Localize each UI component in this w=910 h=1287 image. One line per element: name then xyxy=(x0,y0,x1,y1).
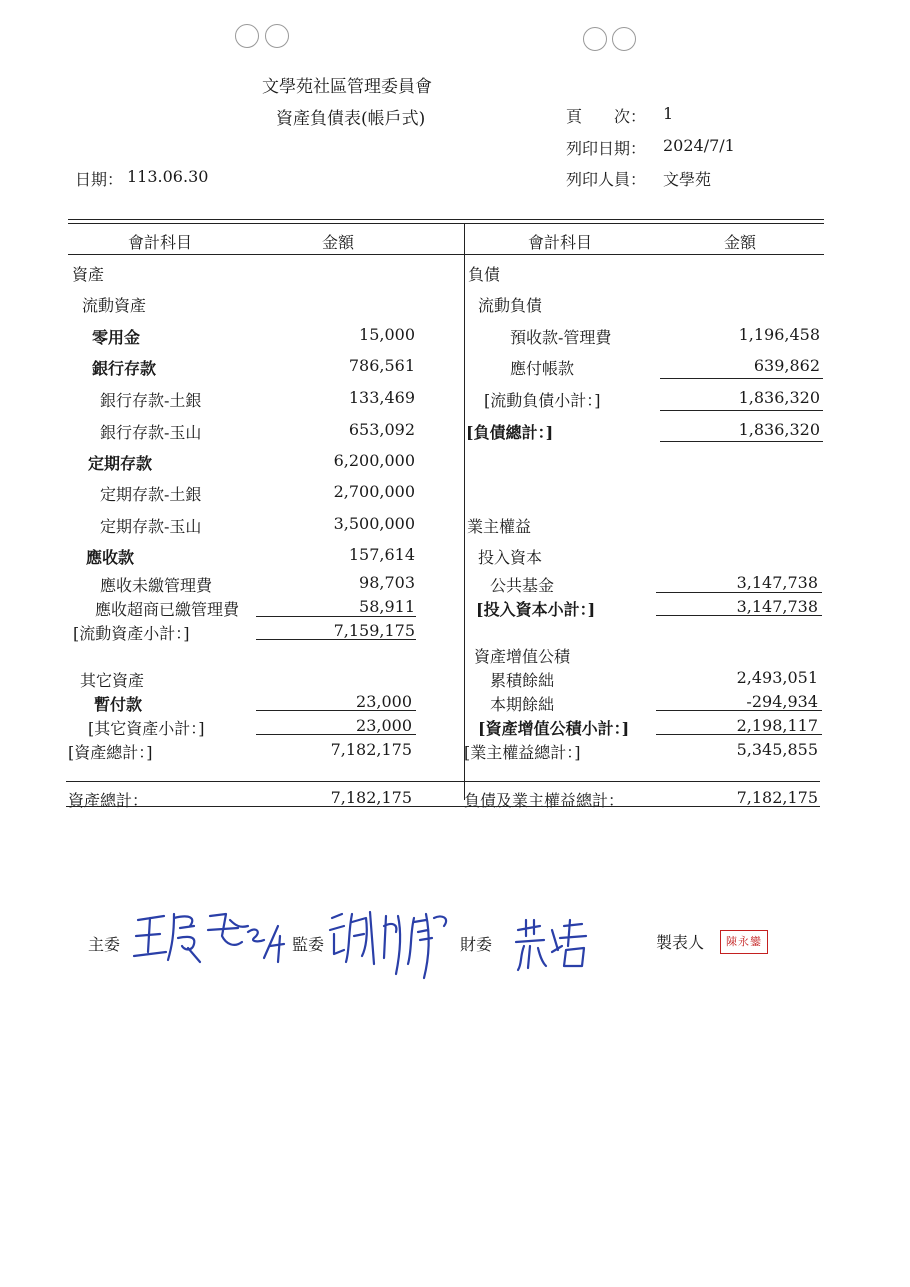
subtotal-rule xyxy=(256,639,416,640)
account-amount: 157,614 xyxy=(348,545,415,564)
subtotal-rule xyxy=(256,710,416,711)
subtotal-amount: 23,000 xyxy=(356,716,412,735)
subtotal-label: [流動資產小計：] xyxy=(73,624,190,643)
column-header-account: 會計科目 xyxy=(528,233,593,252)
account-label: 其它資產 xyxy=(80,671,145,690)
total-label: [負債總計：] xyxy=(466,423,554,442)
supervisor-label: 監委 xyxy=(292,935,325,954)
column-divider xyxy=(464,223,465,800)
account-label: 累積餘絀 xyxy=(490,671,555,690)
account-amount: 2,493,051 xyxy=(736,668,818,687)
preparer-label: 製表人 xyxy=(656,933,705,952)
account-amount: 2,700,000 xyxy=(333,482,415,501)
account-label: 資產 xyxy=(72,265,105,284)
account-label: 投入資本 xyxy=(478,548,543,567)
account-label: 應付帳款 xyxy=(510,359,575,378)
account-amount: 133,469 xyxy=(348,388,415,407)
total-amount: 7,182,175 xyxy=(330,740,412,759)
total-amount: 5,345,855 xyxy=(736,740,818,759)
account-label: 定期存款-玉山 xyxy=(100,517,202,536)
subtotal-amount: 3,147,738 xyxy=(736,597,818,616)
total-label: [資產總計：] xyxy=(68,743,153,762)
subtotal-rule xyxy=(256,734,416,735)
account-amount: 23,000 xyxy=(356,692,412,711)
account-label: 銀行存款-土銀 xyxy=(100,391,202,410)
account-amount: 1,196,458 xyxy=(738,325,820,344)
account-label: 業主權益 xyxy=(467,517,532,536)
subtotal-rule xyxy=(660,410,823,411)
binder-hole xyxy=(235,24,259,48)
footer-right-amount: 7,182,175 xyxy=(736,788,818,807)
column-header-amount: 金額 xyxy=(724,233,757,252)
account-amount: 58,911 xyxy=(359,597,415,616)
subtotal-rule xyxy=(656,734,822,735)
account-label: 公共基金 xyxy=(490,576,555,595)
print-date-label: 列印日期： xyxy=(566,139,647,158)
total-label: [業主權益總計：] xyxy=(464,743,581,762)
chair-label: 主委 xyxy=(88,935,121,954)
subtotal-label: [其它資產小計：] xyxy=(88,719,205,738)
account-amount: 653,092 xyxy=(348,420,415,439)
total-amount: 1,836,320 xyxy=(738,420,820,439)
binder-hole xyxy=(612,27,636,51)
subtotal-rule xyxy=(656,592,822,593)
footer-bottom-rule xyxy=(66,806,820,807)
chair-signature xyxy=(130,906,290,966)
account-label: 應收超商已繳管理費 xyxy=(95,600,240,619)
binder-hole xyxy=(583,27,607,51)
account-label: 暫付款 xyxy=(94,695,143,714)
account-label: 零用金 xyxy=(92,328,141,347)
footer-left-amount: 7,182,175 xyxy=(330,788,412,807)
account-amount: 6,200,000 xyxy=(333,451,415,470)
account-label: 負債 xyxy=(468,265,501,284)
supervisor-signature xyxy=(326,904,456,984)
account-label: 銀行存款 xyxy=(92,359,157,378)
page-label: 頁 次： xyxy=(566,107,647,126)
footer-right-label: 負債及業主權益總計： xyxy=(464,791,625,810)
account-label: 應收款 xyxy=(86,548,135,567)
treasurer-label: 財委 xyxy=(460,935,493,954)
page-value: 1 xyxy=(663,104,674,123)
subtotal-amount: 7,159,175 xyxy=(333,621,415,640)
account-label: 流動負債 xyxy=(478,296,543,315)
total-rule xyxy=(660,441,823,442)
subtotal-rule xyxy=(656,615,822,616)
account-label: 定期存款 xyxy=(88,454,153,473)
account-amount: 3,500,000 xyxy=(333,514,415,533)
subtotal-label: [投入資本小計：] xyxy=(476,600,596,619)
account-label: 資產增值公積 xyxy=(474,647,571,666)
treasurer-signature xyxy=(512,916,592,976)
account-amount: 98,703 xyxy=(359,573,415,592)
printer-label: 列印人員： xyxy=(566,170,647,189)
column-header-account: 會計科目 xyxy=(128,233,193,252)
print-date-value: 2024/7/1 xyxy=(663,136,735,155)
report-date-label: 日期： xyxy=(75,170,124,189)
footer-top-rule xyxy=(66,781,820,782)
column-header-amount: 金額 xyxy=(322,233,355,252)
subtotal-amount: 1,836,320 xyxy=(738,388,820,407)
account-amount: 639,862 xyxy=(753,356,820,375)
subtotal-amount: 2,198,117 xyxy=(736,716,818,735)
report-date-value: 113.06.30 xyxy=(127,167,209,186)
table-top-rule xyxy=(68,219,824,220)
account-amount: 3,147,738 xyxy=(736,573,818,592)
account-label: 定期存款-土銀 xyxy=(100,485,202,504)
account-label: 銀行存款-玉山 xyxy=(100,423,202,442)
account-amount: 15,000 xyxy=(359,325,415,344)
subtotal-rule xyxy=(660,378,823,379)
binder-hole xyxy=(265,24,289,48)
account-amount: -294,934 xyxy=(746,692,818,711)
organization-name: 文學苑社區管理委員會 xyxy=(262,77,432,97)
account-amount: 786,561 xyxy=(348,356,415,375)
footer-left-label: 資產總計： xyxy=(68,791,149,810)
account-label: 本期餘絀 xyxy=(490,695,555,714)
subtotal-label: [流動負債小計：] xyxy=(484,391,601,410)
printer-value: 文學苑 xyxy=(663,170,712,189)
account-label: 預收款-管理費 xyxy=(510,328,612,347)
subtotal-rule xyxy=(256,616,416,617)
header-bottom-rule xyxy=(68,254,824,255)
subtotal-rule xyxy=(656,710,822,711)
account-label: 應收未繳管理費 xyxy=(100,576,213,595)
subtotal-label: [資產增值公積小計：] xyxy=(478,719,630,738)
account-label: 流動資產 xyxy=(82,296,147,315)
report-title: 資產負債表(帳戶式) xyxy=(276,109,426,129)
table-top-rule xyxy=(68,223,824,224)
preparer-stamp: 陳永鑾 xyxy=(720,930,768,954)
